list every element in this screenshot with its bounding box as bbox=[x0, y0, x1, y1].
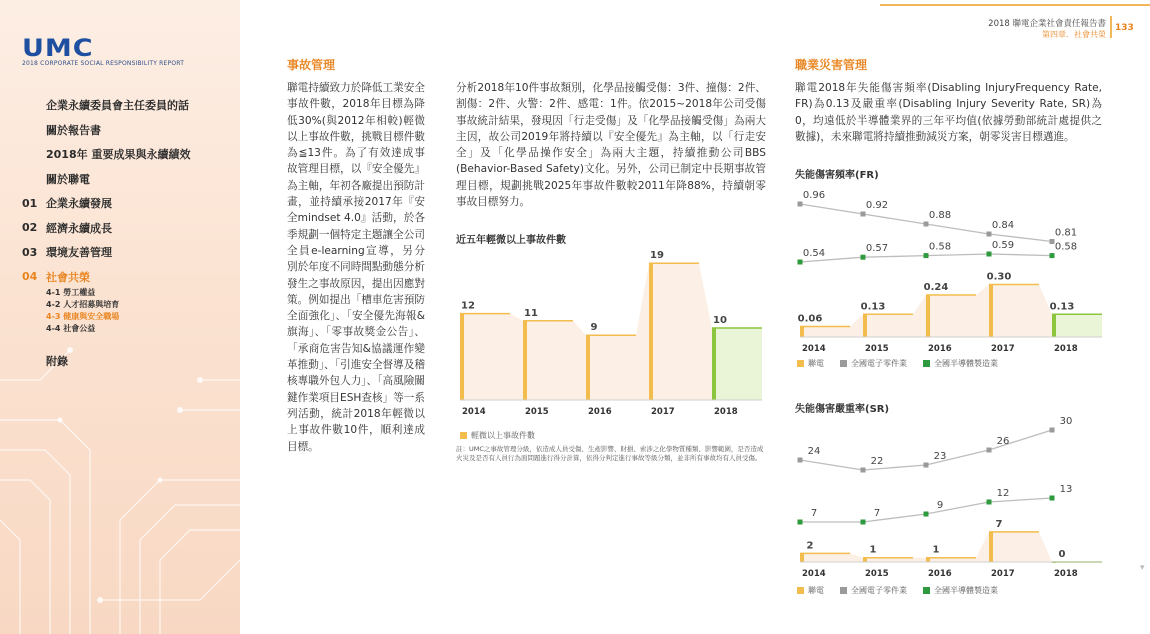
umc-label-2018: 0 bbox=[1058, 549, 1066, 560]
nav-label: 關於報告書 bbox=[46, 123, 101, 137]
semiconductor-point-2016 bbox=[924, 512, 929, 517]
fr-chart-legend bbox=[797, 358, 1014, 369]
sidebar-nav bbox=[22, 93, 232, 374]
data-label-2017: 19 bbox=[650, 250, 664, 262]
tick-label-2015: 2015 bbox=[865, 344, 889, 354]
fr-chart bbox=[790, 180, 1110, 355]
umc-bar-fill-2018 bbox=[1052, 314, 1102, 337]
legend-swatch bbox=[460, 432, 467, 439]
nav-label: 企業永續發展 bbox=[46, 197, 112, 211]
subnav-item-social-welfare[interactable]: 4-4 社會公益 bbox=[46, 324, 96, 333]
umc-label-2016: 1 bbox=[932, 544, 940, 556]
electronics-point-2016 bbox=[924, 222, 929, 227]
header-divider bbox=[1110, 16, 1112, 38]
semiconductor-label-2018: 13 bbox=[1059, 484, 1073, 495]
umc-label-2017: 7 bbox=[995, 518, 1003, 530]
electronics-point-2017 bbox=[987, 448, 992, 453]
data-label-2016: 9 bbox=[590, 322, 598, 334]
semiconductor-label-2014: 0.54 bbox=[802, 248, 826, 259]
semiconductor-label-2017: 12 bbox=[996, 488, 1010, 499]
legend-swatch bbox=[840, 360, 847, 367]
sr-chart-legend bbox=[797, 585, 1014, 596]
semiconductor-label-2016: 0.58 bbox=[928, 241, 952, 253]
electronics-label-2014: 0.96 bbox=[802, 190, 826, 201]
legend-item-electronics bbox=[840, 358, 907, 369]
electronics-label-2018: 30 bbox=[1059, 416, 1073, 427]
nav-number: 01 bbox=[22, 196, 38, 210]
nav-label: 關於聯電 bbox=[46, 172, 90, 186]
semiconductor-label-2016: 9 bbox=[936, 500, 944, 511]
legend-label: 聯電 bbox=[808, 359, 824, 368]
semiconductor-point-2015 bbox=[861, 520, 866, 525]
nav-item-chapter-3[interactable] bbox=[22, 240, 232, 265]
electronics-label-2017: 26 bbox=[996, 436, 1010, 447]
bar-2018 bbox=[712, 328, 716, 400]
semiconductor-label-2015: 7 bbox=[873, 508, 881, 519]
legend-label: 聯電 bbox=[808, 586, 824, 595]
legend-swatch bbox=[797, 587, 804, 594]
accident-text-col2: 分析2018年10件事故類別，化學品接觸受傷：3件、撞傷：2件、割傷：2件、火警：2件、感電：1件。依2015~2018年公司受傷事故統計結果，發現因「行走受傷」及「化學品接觸受傷」為兩大主因，故公司2019年將持續以『安全優先』為主軸，以「行走安全」及「化學品操作安全」為兩大主題，持續推動公司BBS (Behavior-Based Safety)文化。另外，公司已制定中長期事故管理目標，規劃挑戰2025年事故件數較2011年降88%，持續朝零事故目標努力。 bbox=[456, 82, 766, 209]
legend-label: 輕微以上事故件數 bbox=[471, 431, 535, 440]
nav-item-chapter-4[interactable] bbox=[22, 265, 232, 290]
subnav bbox=[22, 287, 232, 335]
umc-bar-2017 bbox=[989, 285, 993, 338]
umc-label-2015: 1 bbox=[869, 544, 877, 556]
semiconductor-point-2014 bbox=[798, 260, 803, 265]
semiconductor-point-2018 bbox=[1050, 253, 1055, 258]
accident-chart-legend bbox=[460, 430, 551, 441]
semiconductor-label-2017: 0.59 bbox=[991, 240, 1015, 251]
umc-bar-2016 bbox=[926, 558, 930, 562]
tick-label-2017: 2017 bbox=[651, 407, 675, 417]
electronics-label-2017: 0.84 bbox=[991, 220, 1015, 231]
umc-label-2018: 0.13 bbox=[1049, 301, 1075, 313]
tick-label-2014: 2014 bbox=[462, 407, 486, 417]
umc-bar-2018 bbox=[1052, 314, 1056, 337]
nav-item-about-report[interactable] bbox=[22, 118, 232, 143]
tick-label-2016: 2016 bbox=[928, 569, 952, 579]
semiconductor-label-2015: 0.57 bbox=[865, 243, 889, 255]
tick-label-2015: 2015 bbox=[525, 407, 549, 417]
nav-number: 02 bbox=[22, 221, 38, 235]
semiconductor-point-2017 bbox=[987, 252, 992, 257]
semiconductor-point-2017 bbox=[987, 500, 992, 505]
semiconductor-point-2014 bbox=[798, 520, 803, 525]
sr-chart bbox=[790, 410, 1110, 582]
tick-label-2016: 2016 bbox=[928, 344, 952, 354]
semiconductor-label-2014: 7 bbox=[810, 508, 818, 519]
report-subtitle: 2018 CORPORATE SOCIAL RESPONSIBILITY REPORT bbox=[22, 60, 185, 67]
legend-item-electronics bbox=[840, 585, 907, 596]
electronics-point-2017 bbox=[987, 232, 992, 237]
section-title-occupational: 職業災害管理 bbox=[795, 58, 868, 72]
umc-label-2017: 0.30 bbox=[986, 271, 1012, 283]
nav-item-appendix[interactable] bbox=[22, 349, 232, 374]
nav-item-achievements[interactable] bbox=[22, 142, 232, 167]
electronics-point-2015 bbox=[861, 468, 866, 473]
umc-bar-2015 bbox=[863, 314, 867, 337]
tick-label-2014: 2014 bbox=[802, 569, 826, 579]
electronics-label-2016: 23 bbox=[933, 451, 947, 462]
bar-2016 bbox=[586, 335, 590, 400]
report-title: 2018 聯電企業社會責任報告書 bbox=[988, 19, 1106, 29]
data-label-2014: 12 bbox=[461, 300, 475, 312]
accident-bar-chart bbox=[450, 250, 780, 425]
legend-swatch bbox=[923, 360, 930, 367]
data-label-2015: 11 bbox=[524, 307, 538, 319]
semiconductor-point-2015 bbox=[861, 255, 866, 260]
semiconductor-point-2018 bbox=[1050, 496, 1055, 501]
umc-label-2014: 0.06 bbox=[797, 313, 823, 325]
umc-logo[interactable]: UMC bbox=[22, 34, 94, 63]
nav-label: 社會共榮 bbox=[46, 270, 90, 284]
umc-bar-2017 bbox=[989, 532, 993, 562]
nav-label: 2018年 重要成果與永續績效 bbox=[46, 148, 191, 162]
semiconductor-line bbox=[800, 498, 1052, 522]
semiconductor-point-2016 bbox=[924, 253, 929, 258]
data-label-2018: 10 bbox=[713, 315, 727, 326]
umc-bar-2014 bbox=[800, 327, 804, 338]
legend-item-accidents bbox=[460, 430, 535, 441]
umc-bar-2015 bbox=[863, 558, 867, 562]
subnav-item-health-safety[interactable]: 4-3 健康與安全職場 bbox=[46, 312, 120, 321]
bar-2015 bbox=[523, 321, 527, 400]
electronics-label-2015: 0.92 bbox=[865, 200, 889, 211]
section-title-accident: 事故管理 bbox=[287, 58, 336, 72]
subnav-item-labor-rights[interactable]: 4-1 勞工權益 bbox=[46, 288, 96, 297]
legend-item-umc bbox=[797, 585, 824, 596]
legend-item-semiconductor bbox=[923, 585, 998, 596]
electronics-point-2014 bbox=[798, 458, 803, 463]
electronics-point-2016 bbox=[924, 463, 929, 468]
electronics-label-2014: 24 bbox=[807, 446, 821, 457]
tick-label-2017: 2017 bbox=[991, 569, 1015, 579]
legend-swatch bbox=[840, 587, 847, 594]
bar-fill-2018 bbox=[712, 328, 762, 400]
nav-label: 企業永續委員會主任委員的話 bbox=[46, 99, 189, 113]
tick-label-2018: 2018 bbox=[1054, 344, 1078, 354]
tick-label-2018: 2018 bbox=[714, 407, 738, 417]
accident-text-col1: 聯電持續致力於降低工業安全事故件數，2018年目標為降低30%(與2012年相較)輕微以上事故件數，挑戰目標件數為≦13件。為了有效達成事故管理目標，以『安全優先』為主軸，年初各廠提出預防計畫，並持續承接2017年『安全mindset 4.0』活動，於各季規劃一個特定主題讓全公司全員e-learning宣導，另分別於年度不同時間點動態分析發生之事故原因，提出因應對策。例如提出「槽車危害預防全面強化」、「安全優先海報&旗海」、「零事故獎金公告」、「承商危害告知&協議運作變革推動」、「引進安全督導及稽核專職外包人力」、「高風險關鍵作業項目ESH查核」等一系列活動，統計2018年輕微以上事故件數10件，順利達成目標。 bbox=[287, 82, 425, 453]
chapter-label: 第四章．社會共榮 bbox=[1042, 30, 1106, 39]
tick-label-2014: 2014 bbox=[802, 344, 826, 354]
tick-label-2017: 2017 bbox=[991, 344, 1015, 354]
legend-label: 全國電子零件業 bbox=[851, 359, 907, 368]
legend-item-umc bbox=[797, 358, 824, 369]
nav-item-chapter-1[interactable] bbox=[22, 191, 232, 216]
subnav-item-talent[interactable]: 4-2 人才招募與培育 bbox=[46, 300, 120, 309]
occupational-text: 聯電2018年失能傷害頻率(Disabling InjuryFrequency Rate, FR)為0.13及嚴重率(Disabling Injury Severity Rate, SR)為0，均遠低於半導體業界的三年平均值(依據勞動部統計處提供之數據)，未來聯電將持續推動減災方案，朝零災害目標邁進。 bbox=[795, 82, 1102, 143]
electronics-point-2015 bbox=[861, 212, 866, 217]
electronics-label-2016: 0.88 bbox=[928, 210, 952, 221]
umc-label-2015: 0.13 bbox=[860, 301, 886, 313]
electronics-point-2018 bbox=[1050, 239, 1055, 244]
accident-chart-title: 近五年輕微以上事故件數 bbox=[456, 235, 566, 246]
legend-swatch bbox=[923, 587, 930, 594]
accident-chart-note: 註：UMC之事故管理分級，依造成人員受傷、生產影響、財損、索涉之化學物質種類、影響範圍，是否造成火災及是否有人員行為面問題進行得分計算，依得分判定進行事故等級分類，並非所有事故均有人員受傷。 bbox=[456, 445, 764, 462]
semiconductor-label-2018: 0.58 bbox=[1054, 241, 1078, 253]
fr-chart-title: 失能傷害頻率(FR) bbox=[795, 170, 879, 181]
scroll-indicator-icon[interactable]: ▾ bbox=[1140, 563, 1145, 573]
umc-label-2014: 2 bbox=[806, 540, 814, 552]
nav-number: 04 bbox=[22, 270, 38, 284]
legend-item-semiconductor bbox=[923, 358, 998, 369]
bar-2014 bbox=[460, 314, 464, 400]
tick-label-2015: 2015 bbox=[865, 569, 889, 579]
nav-item-about-umc[interactable] bbox=[22, 167, 232, 192]
sidebar bbox=[0, 0, 240, 634]
tick-label-2016: 2016 bbox=[588, 407, 612, 417]
legend-swatch bbox=[797, 360, 804, 367]
umc-bar-2016 bbox=[926, 295, 930, 337]
umc-label-2016: 0.24 bbox=[923, 282, 949, 293]
electronics-point-2014 bbox=[798, 202, 803, 207]
nav-number: 03 bbox=[22, 245, 38, 259]
nav-item-chapter-2[interactable] bbox=[22, 216, 232, 241]
electronics-label-2015: 22 bbox=[870, 456, 884, 467]
header-rule bbox=[880, 4, 1150, 6]
legend-label: 全國電子零件業 bbox=[851, 586, 907, 595]
nav-label: 經濟永續成長 bbox=[46, 221, 112, 235]
bar-2017 bbox=[649, 263, 653, 400]
legend-label: 全國半導體製造業 bbox=[934, 359, 998, 368]
nav-label: 附錄 bbox=[46, 355, 68, 369]
umc-bar-2014 bbox=[800, 553, 804, 562]
tick-label-2018: 2018 bbox=[1054, 569, 1078, 579]
page-number: 133 bbox=[1115, 23, 1134, 33]
nav-label: 環境友善管理 bbox=[46, 246, 112, 260]
electronics-label-2018: 0.81 bbox=[1054, 227, 1078, 239]
nav-item-chairman-message[interactable] bbox=[22, 93, 232, 118]
sr-chart-title: 失能傷害嚴重率(SR) bbox=[795, 404, 890, 415]
legend-label: 全國半導體製造業 bbox=[934, 586, 998, 595]
electronics-point-2018 bbox=[1050, 428, 1055, 433]
